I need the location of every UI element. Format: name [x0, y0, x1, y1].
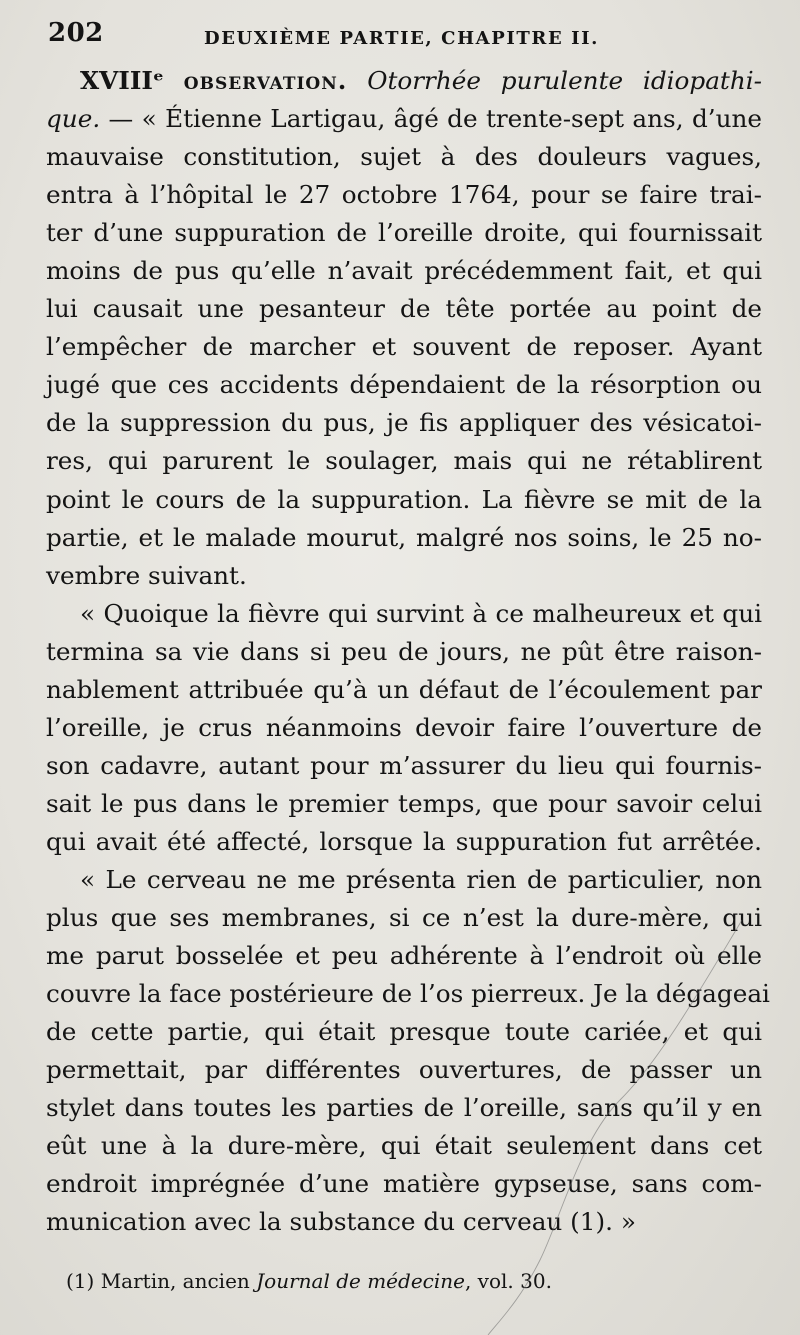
text-line: point le cours de la suppuration. La fièvre se mit de la [46, 484, 762, 514]
text-line: « Le cerveau ne me présenta rien de particulier, non [80, 864, 762, 894]
text-line: qui avait été affecté, lorsque la suppuration fut arrêtée. [46, 826, 762, 856]
text-line: lui causait une pesanteur de tête portée au point de [46, 294, 762, 324]
text-line: me parut bosselée et peu adhérente à l’endroit où elle [46, 941, 762, 971]
text-line: l’oreille, je crus néanmoins devoir faire l’ouverture de [46, 712, 762, 742]
text-line: sait le pus dans le premier temps, que pour savoir celui [46, 788, 762, 818]
footnote-suffix: , vol. 30. [464, 1269, 552, 1293]
text-line: permettait, par différentes ouvertures, de passer un [46, 1055, 762, 1085]
text-line: stylet dans toutes les parties de l’oreille, sans qu’il y en [46, 1093, 762, 1123]
text-line: « Quoique la fièvre qui survint à ce malheureux et qui [80, 598, 762, 628]
text-line: res, qui parurent le soulager, mais qui ne rétablirent [46, 446, 762, 476]
text-line: moins de pus qu’elle n’avait précédemment fait, et qui [46, 256, 762, 286]
text-line: plus que ses membranes, si ce n’est la dure-mère, qui [46, 903, 762, 933]
text-line-part: — « Étienne Lartigau, âgé de trente-sept ans, d’une [100, 104, 762, 134]
footnote [66, 1266, 552, 1296]
text-line: entra à l’hôpital le 27 octobre 1764, pour se faire trai- [46, 180, 762, 210]
text-line: mauvaise constitution, sujet à des douleurs vagues, [46, 142, 762, 172]
page-header [48, 18, 760, 54]
text-line: ter d’une suppuration de l’oreille droite, qui fournissait [46, 218, 762, 248]
text-line: munication avec la substance du cerveau (1). » [46, 1207, 636, 1237]
body-text [46, 62, 770, 1241]
text-line: partie, et le malade mourut, malgré nos soins, le 25 no- [46, 522, 762, 552]
text-line: son cadavre, autant pour m’assurer du lieu qui fournis- [46, 750, 762, 780]
running-head: DEUXIÈME PARTIE, CHAPITRE II. [204, 28, 600, 49]
text-line: l’empêcher de marcher et souvent de reposer. Ayant [46, 332, 762, 362]
observation-heading-line [46, 62, 762, 100]
text-line: jugé que ces accidents dépendaient de la résorption ou [46, 370, 762, 400]
text-line: couvre la face postérieure de l’os pierreux. Je la dégageai [46, 979, 770, 1009]
observation-number: XVIIIᵉ [80, 66, 164, 95]
text-line: termina sa vie dans si peu de jours, ne pût être raison- [46, 636, 762, 666]
footnote-prefix: (1) Martin, ancien [66, 1269, 257, 1293]
observation-title-end: que. [46, 104, 101, 134]
observation-title: Otorrhée purulente idiopathi- [367, 66, 762, 95]
observation-label: observation. [183, 66, 348, 95]
text-line: de cette partie, qui était presque toute cariée, et qui [46, 1017, 762, 1047]
text-line: nablement attribuée qu’à un défaut de l’écoulement par [46, 674, 762, 704]
text-line: de la suppression du pus, je fis appliquer des vésicatoi- [46, 408, 762, 438]
text-line: eût une à la dure-mère, qui était seulement dans cet [46, 1131, 762, 1161]
text-line [46, 100, 762, 138]
page-number: 202 [48, 18, 104, 48]
text-line: endroit imprégnée d’une matière gypseuse, sans com- [46, 1169, 762, 1199]
footnote-journal: Journal de médecine [256, 1269, 465, 1293]
text-line: vembre suivant. [46, 560, 247, 590]
